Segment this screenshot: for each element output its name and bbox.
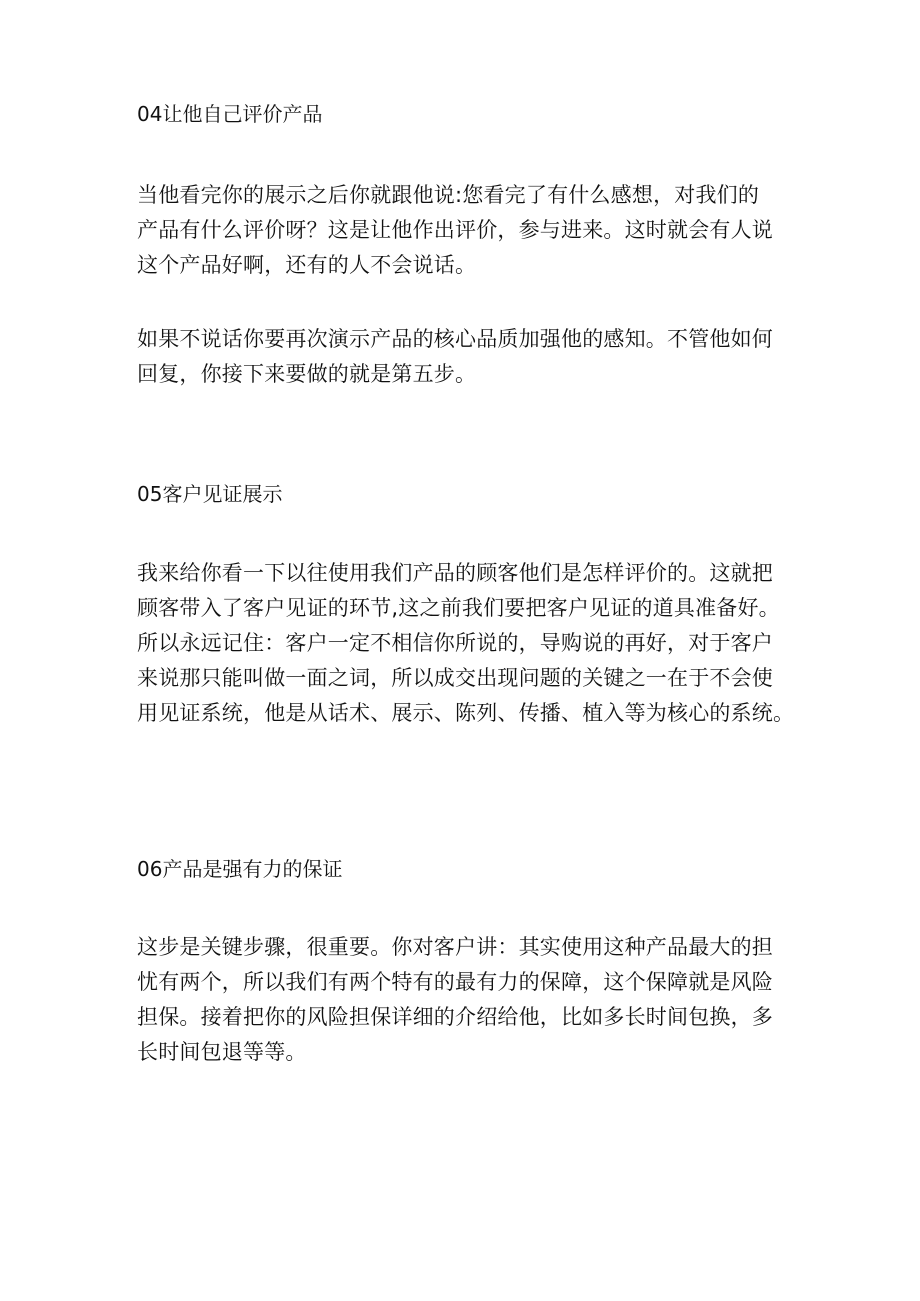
paragraph	[137, 930, 797, 1070]
paragraph	[137, 322, 797, 392]
paragraph-line: 所以永远记住：客户一定不相信你所说的，导购说的再好，对于客户	[137, 631, 773, 655]
paragraph-line: 用见证系统，他是从话术、展示、陈列、传播、植入等为核心的系统。	[137, 701, 795, 725]
paragraph	[137, 556, 797, 731]
paragraph-line: 长时间包退等等。	[137, 1040, 307, 1064]
paragraph-line: 如果不说话你要再次演示产品的核心品质加强他的感知。不管他如何	[137, 327, 773, 351]
paragraph-line: 这个产品好啊，还有的人不会说话。	[137, 253, 477, 277]
paragraph-line: 来说那只能叫做一面之词，所以成交出现问题的关键之一在于不会使	[137, 666, 773, 690]
paragraph-line: 这步是关键步骤，很重要。你对客户讲：其实使用这种产品最大的担	[137, 935, 773, 959]
paragraph-line: 顾客带入了客户见证的环节,这之前我们要把客户见证的道具准备好。	[137, 596, 780, 620]
section-heading-04: 04让他自己评价产品	[137, 102, 323, 126]
paragraph-line: 担保。接着把你的风险担保详细的介绍给他，比如多长时间包换，多	[137, 1005, 773, 1029]
paragraph-line: 当他看完你的展示之后你就跟他说:您看完了有什么感想，对我们的	[137, 183, 760, 207]
paragraph-line: 忧有两个，所以我们有两个特有的最有力的保障，这个保障就是风险	[137, 970, 773, 994]
paragraph-line: 产品有什么评价呀？这是让他作出评价，参与进来。这时就会有人说	[137, 218, 773, 242]
section-heading-06: 06产品是强有力的保证	[137, 857, 343, 881]
section-heading-05: 05客户见证展示	[137, 482, 283, 506]
paragraph-line: 我来给你看一下以往使用我们产品的顾客他们是怎样评价的。这就把	[137, 561, 773, 585]
paragraph	[137, 178, 797, 283]
paragraph-line: 回复，你接下来要做的就是第五步。	[137, 362, 477, 386]
